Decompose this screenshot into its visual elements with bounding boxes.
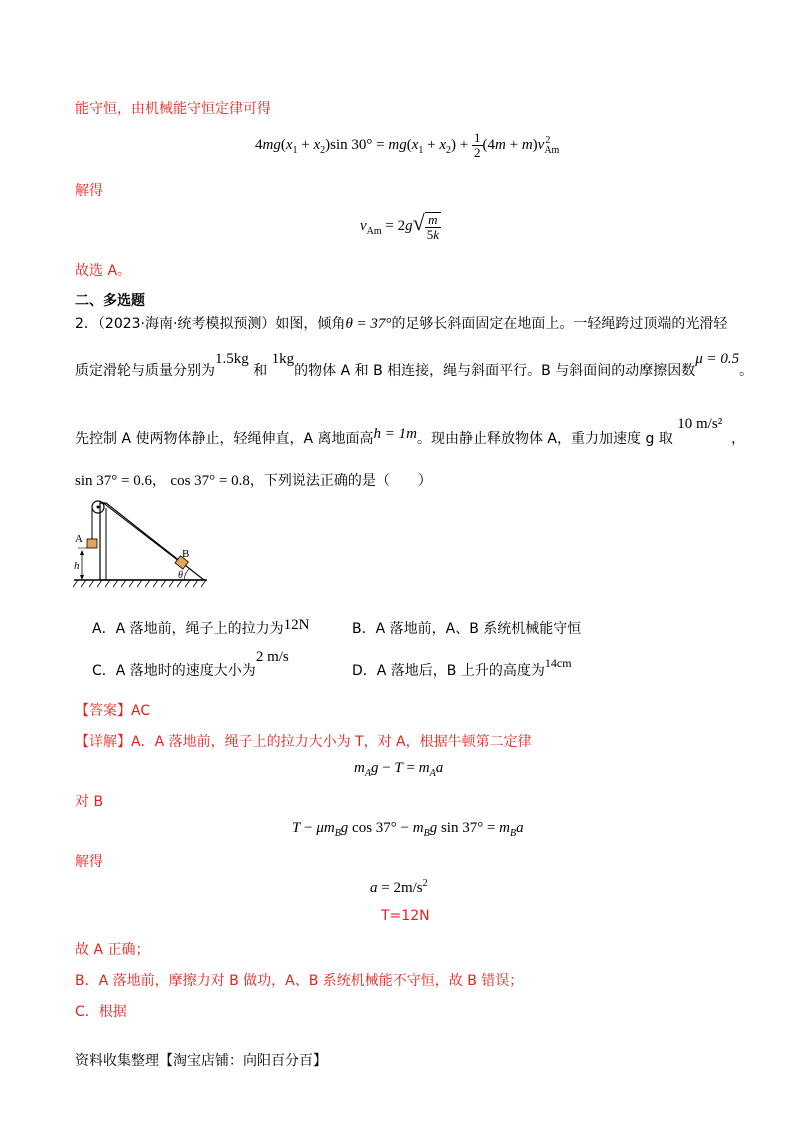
- equation-vam: $v_{Am} = 2g√$ $\frac{m}{5k}$: [360, 210, 439, 242]
- text-line: C．根据: [75, 1004, 127, 1020]
- detail: 【详解】A．A 落地前，绳子上的拉力大小为 T，对 A，根据牛顿第二定律: [75, 734, 532, 750]
- for-b: 对 B: [75, 794, 104, 810]
- solve: 解得: [75, 854, 103, 870]
- label-a: A: [75, 533, 83, 545]
- incline-figure: [72, 495, 212, 595]
- text-line: 解得: [75, 183, 103, 199]
- tension-result: T=12N: [381, 908, 430, 924]
- question-line-4: sin 37° = 0.6， cos 37° = 0.8，下列说法正确的是（ ）: [75, 473, 432, 489]
- label-h: h: [74, 560, 80, 572]
- answer: 【答案】AC: [75, 703, 151, 719]
- text-line: 故选 A。: [75, 263, 132, 279]
- text-line: 故 A 正确；: [75, 942, 150, 958]
- question-line-2: 质定滑轮与质量分别为1.5kg 和 1kg的物体 A 和 B 相连接，绳与斜面平行。B 与斜面间的动摩擦因数μ = 0.5。: [75, 351, 754, 379]
- option-c: C．A 落地时的速度大小为2 m/s: [92, 649, 289, 679]
- option-a: A．A 落地前，绳子上的拉力为12N: [92, 617, 310, 637]
- section-heading: 二、多选题: [75, 293, 145, 309]
- footer: 资料收集整理【淘宝店铺：向阳百分百】: [75, 1053, 327, 1069]
- label-b: B: [182, 548, 190, 560]
- text-line: B．A 落地前，摩擦力对 B 做功，A、B 系统机械能不守恒，故 B 错误；: [75, 973, 524, 989]
- block-a: [87, 539, 97, 548]
- option-b: B．A 落地前，A、B 系统机械能守恒: [352, 621, 582, 637]
- equation-b: $T - \mu m_Bg$ $\cos 37^\circ - m_Bg$ $\sin 37^\circ = m_Ba$: [292, 820, 524, 839]
- option-d: D．A 落地后，B 上升的高度为14cm: [352, 656, 572, 679]
- equation-a: $m_Ag - T = m_Aa$: [354, 760, 444, 779]
- text-line: 能守恒，由机械能守恒定律可得: [75, 101, 271, 117]
- question-line-1: 2．（2023·海南·统考模拟预测）如图，倾角θ = 37°的足够长斜面固定在地面上。一轻绳跨过顶端的光滑轻: [75, 316, 728, 332]
- label-theta: θ: [178, 570, 183, 581]
- question-line-3: 先控制 A 使两物体静止，轻绳伸直，A 离地面高h = 1m。现由静止释放物体 A，重力加速度 g 取 10 m/s² ，: [75, 416, 746, 447]
- equation-accel: $a = 2m/s^2$: [370, 878, 428, 896]
- equation-energy: $4mg(x_1 + x_2)\sin$ $30^\circ = mg(x_1 + x_2)$ + $\frac{1}{2}$ $(4m + m)v_{Am}^2$: [255, 130, 560, 160]
